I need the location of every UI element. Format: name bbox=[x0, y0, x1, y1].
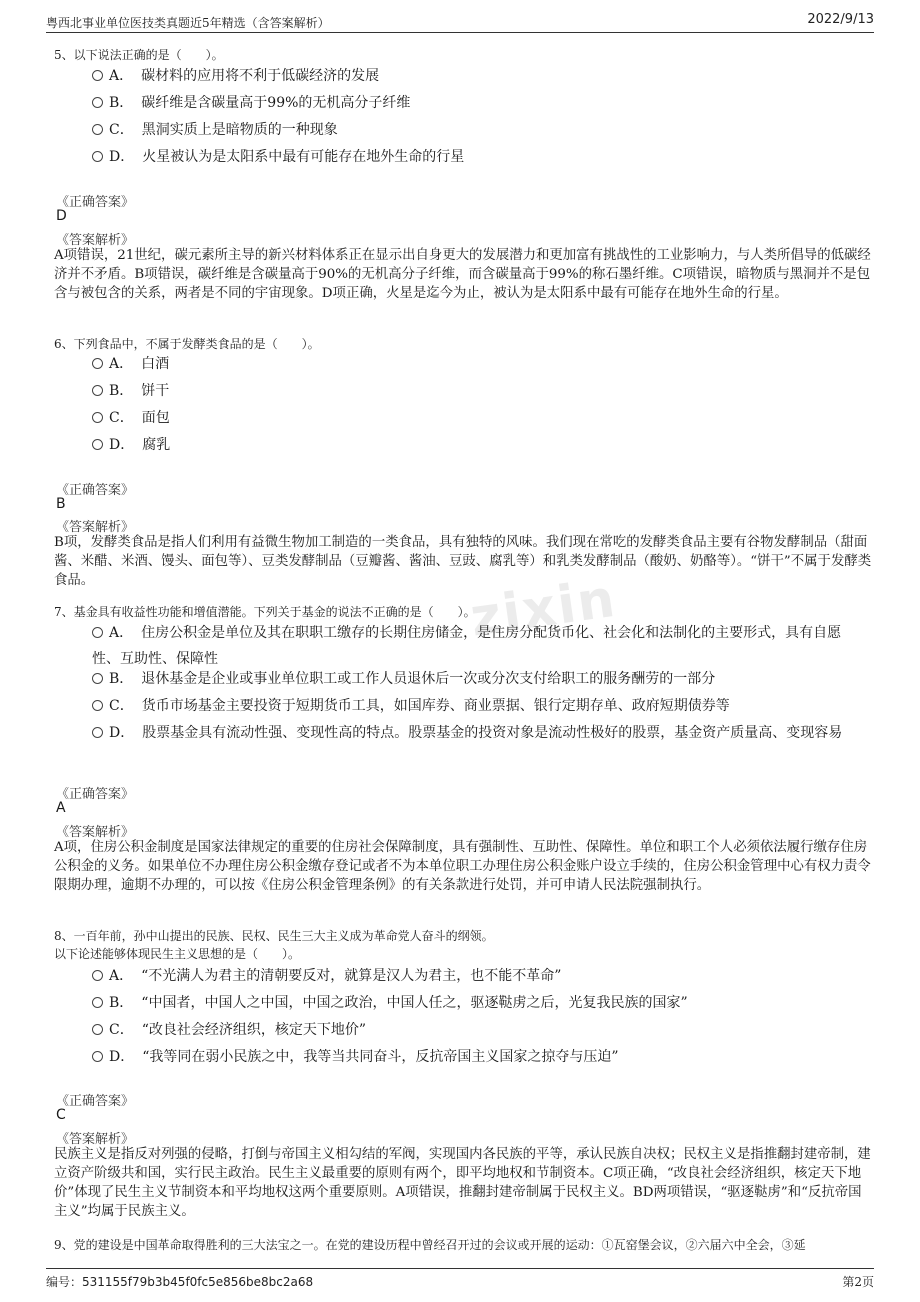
question-5-option-c[interactable]: C． 黑洞实质上是暗物质的一种现象 bbox=[92, 117, 866, 143]
question-5-stem: 5、以下说法正确的是（ ）。 bbox=[54, 48, 224, 62]
question-5-option-b[interactable]: B． 碳纤维是含碳量高于99%的无机高分子纤维 bbox=[92, 90, 866, 116]
answer-value: C bbox=[56, 1107, 66, 1123]
analysis-heading: 《答案解析》 bbox=[56, 233, 135, 248]
answer-heading: 《正确答案》 bbox=[56, 483, 135, 498]
question-7-option-d[interactable]: D． 股票基金具有流动性强、变现性高的特点。股票基金的投资对象是流动性极好的股票，基金资产质量高、变现容易 bbox=[92, 720, 866, 746]
watermark: zixin bbox=[466, 568, 621, 649]
radio-icon[interactable] bbox=[92, 727, 103, 738]
document-title: 粤西北事业单位医技类真题近5年精选（含答案解析） bbox=[46, 16, 330, 30]
answer-heading: 《正确答案》 bbox=[56, 787, 135, 802]
radio-icon[interactable] bbox=[92, 673, 103, 684]
question-6-stem: 6、下列食品中，不属于发酵类食品的是（ ）。 bbox=[54, 337, 320, 351]
analysis-heading: 《答案解析》 bbox=[56, 520, 135, 535]
radio-icon[interactable] bbox=[92, 385, 103, 396]
question-8-option-c[interactable]: C． “改良社会经济组织，核定天下地价” bbox=[92, 1017, 866, 1043]
question-8-stem: 8、一百年前，孙中山提出的民族、民权、民生三大主义成为革命党人奋斗的纲领。 bbox=[54, 929, 494, 943]
radio-icon[interactable] bbox=[92, 997, 103, 1008]
answer-value: A bbox=[56, 800, 66, 816]
radio-icon[interactable] bbox=[92, 97, 103, 108]
question-5-option-d[interactable]: D． 火星被认为是太阳系中最有可能存在地外生命的行星 bbox=[92, 144, 866, 170]
document-code: 编号：531155f79b3b45f0fc5e856be8bc2a68 bbox=[46, 1275, 314, 1289]
analysis-text: A项错误，21世纪，碳元素所主导的新兴材料体系正在显示出自身更大的发展潜力和更加富有挑战性的工业影响力，与人类所倡导的低碳经济并不矛盾。B项错误，碳纤维是含碳量高于90%的无机高分子纤维，而含碳量高于99%的称石墨纤维。C项错误，暗物质与黑洞并不是包含与被包含的关系，两者是不同的宇宙现象。D项正确，火星是迄今为止，被认为是太阳系中最有可能存在地外生命的行星。 bbox=[54, 248, 871, 301]
page-number: 第2页 bbox=[842, 1275, 874, 1289]
answer-value: B bbox=[56, 496, 66, 512]
question-7-option-c[interactable]: C． 货币市场基金主要投资于短期货币工具，如国库券、商业票据、银行定期存单、政府短期债券等 bbox=[92, 693, 866, 719]
question-6-option-d[interactable]: D． 腐乳 bbox=[92, 432, 866, 458]
document-date: 2022/9/13 bbox=[807, 12, 874, 27]
radio-icon[interactable] bbox=[92, 1051, 103, 1062]
question-7-option-b[interactable]: B． 退休基金是企业或事业单位职工或工作人员退休后一次或分次支付给职工的服务酬劳的一部分 bbox=[92, 666, 866, 692]
radio-icon[interactable] bbox=[92, 70, 103, 81]
radio-icon[interactable] bbox=[92, 124, 103, 135]
answer-value: D bbox=[56, 208, 67, 224]
question-8-option-b[interactable]: B． “中国者，中国人之中国，中国之政治，中国人任之，驱逐鞑虏之后，光复我民族的国家” bbox=[92, 990, 866, 1016]
radio-icon[interactable] bbox=[92, 358, 103, 369]
analysis-heading: 《答案解析》 bbox=[56, 1132, 135, 1147]
radio-icon[interactable] bbox=[92, 627, 103, 638]
analysis-text: B项，发酵类食品是指人们利用有益微生物加工制造的一类食品，具有独特的风味。我们现在常吃的发酵类食品主要有谷物发酵制品（甜面酱、米醋、米酒、馒头、面包等）、豆类发酵制品（豆瓣酱、酱油、豆豉、腐乳等）和乳类发酵制品（酸奶、奶酪等）。“饼干”不属于发酵类食品。 bbox=[54, 535, 872, 588]
analysis-text: 民族主义是指反对列强的侵略，打倒与帝国主义相勾结的军阀，实现国内各民族的平等，承认民族自决权；民权主义是指推翻封建帝制，建立资产阶级共和国，实行民主政治。民生主义最重要的原则有两个，即平均地权和节制资本。C项正确，“改良社会经济组织，核定天下地价”体现了民生主义节制资本和平均地权这两个重要原则。A项错误，推翻封建帝制属于民权主义。BD两项错误，“驱逐鞑虏”和“反抗帝国主义”均属于民族主义。 bbox=[54, 1147, 871, 1219]
radio-icon[interactable] bbox=[92, 700, 103, 711]
question-8-stem-line-2: 以下论述能够体现民生主义思想的是（ ）。 bbox=[54, 947, 301, 961]
radio-icon[interactable] bbox=[92, 151, 103, 162]
question-6-option-c[interactable]: C． 面包 bbox=[92, 405, 866, 431]
analysis-heading: 《答案解析》 bbox=[56, 825, 135, 840]
radio-icon[interactable] bbox=[92, 1024, 103, 1035]
question-7-option-a[interactable]: A． 住房公积金是单位及其在职职工缴存的长期住房储金，是住房分配货币化、社会化和法制化的主要形式，具有自愿性、互助性、保障性 bbox=[92, 625, 842, 667]
question-6-option-b[interactable]: B． 饼干 bbox=[92, 378, 866, 404]
question-5-option-a[interactable]: A． 碳材料的应用将不利于低碳经济的发展 bbox=[92, 63, 866, 89]
question-8-option-d[interactable]: D． “我等同在弱小民族之中，我等当共同奋斗，反抗帝国主义国家之掠夺与压迫” bbox=[92, 1044, 866, 1070]
question-8-option-a[interactable]: A． “不光满人为君主的清朝要反对，就算是汉人为君主，也不能不革命” bbox=[92, 963, 866, 989]
question-6-option-a[interactable]: A． 白酒 bbox=[92, 351, 866, 377]
analysis-text: A项，住房公积金制度是国家法律规定的重要的住房社会保障制度，具有强制性、互助性、保障性。单位和职工个人必须依法履行缴存住房公积金的义务。如果单位不办理住房公积金缴存登记或者不为本单位职工办理住房公积金账户设立手续的，住房公积金管理中心有权力责令限期办理，逾期不办理的，可以按《住房公积金管理条例》的有关条款进行处罚，并可申请人民法院强制执行。 bbox=[54, 840, 871, 893]
radio-icon[interactable] bbox=[92, 412, 103, 423]
answer-heading: 《正确答案》 bbox=[56, 195, 135, 210]
page-footer bbox=[46, 1268, 874, 1291]
page-header bbox=[46, 12, 874, 33]
radio-icon[interactable] bbox=[92, 970, 103, 981]
answer-heading: 《正确答案》 bbox=[56, 1094, 135, 1109]
radio-icon[interactable] bbox=[92, 439, 103, 450]
question-9-stem: 9、党的建设是中国革命取得胜利的三大法宝之一。在党的建设历程中曾经召开过的会议或开展的运动：①瓦窑堡会议，②六届六中全会，③延 bbox=[54, 1238, 806, 1252]
question-7-stem: 7、基金具有收益性功能和增值潜能。下列关于基金的说法不正确的是（ ）。 bbox=[54, 605, 476, 619]
